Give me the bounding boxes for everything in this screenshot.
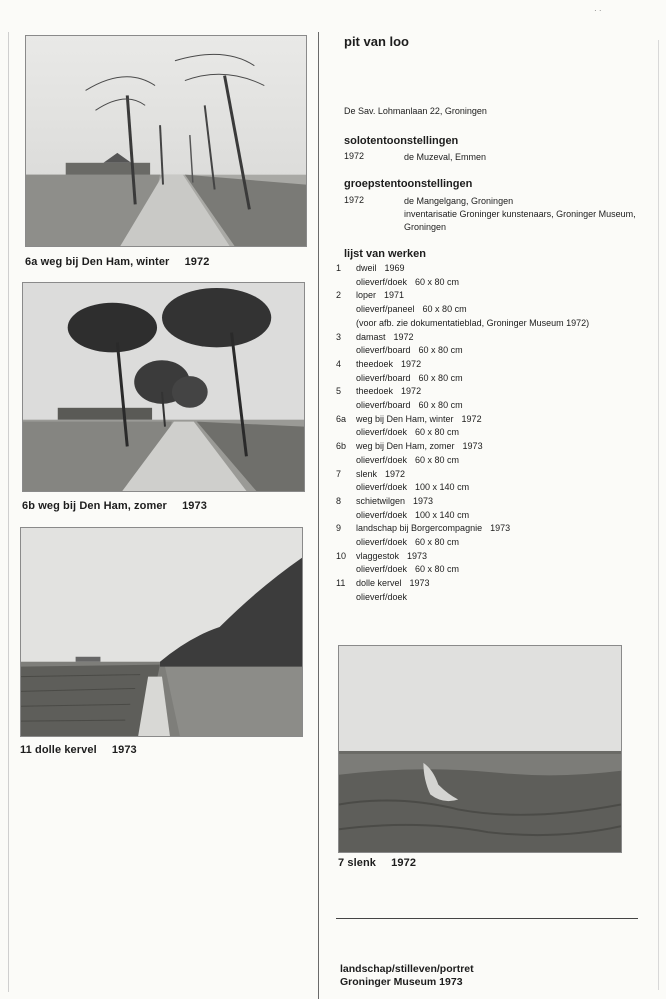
work-title-line (356, 440, 656, 454)
work-medium: olieverf/doek (356, 454, 408, 465)
work-item (336, 413, 656, 440)
exhibition-text: de Muzeval, Emmen (404, 152, 487, 162)
caption-year: 1973 (111, 744, 137, 756)
work-year: 1973 (413, 495, 434, 506)
work-year: 1972 (393, 331, 414, 342)
work-medium-line (356, 536, 656, 550)
caption-title: weg bij Den Ham, zomer (38, 500, 167, 512)
work-number: 4 (336, 358, 342, 369)
column-divider (318, 32, 319, 999)
work-size: 60 x 80 cm (415, 454, 460, 465)
work-size: 100 x 140 cm (415, 482, 470, 493)
bottom-rule (336, 918, 638, 919)
work-year: 1973 (407, 550, 428, 561)
caption-title: dolle kervel (35, 744, 97, 756)
footer (340, 963, 474, 989)
caption-6a (25, 256, 209, 268)
work-title-line (356, 577, 656, 591)
work-medium: olieverf/doek (356, 509, 408, 520)
work-year: 1972 (401, 386, 422, 397)
work-medium: olieverf/board (356, 400, 411, 411)
work-size: 100 x 140 cm (415, 509, 470, 520)
page-edge-right (658, 40, 659, 990)
work-body (356, 577, 656, 604)
exhibition-year: 1972 (344, 195, 365, 205)
work-medium: olieverf/board (356, 372, 411, 383)
work-medium: olieverf/doek (356, 537, 408, 548)
work-title: slenk (356, 468, 378, 479)
work-year: 1972 (385, 468, 406, 479)
work-year: 1972 (461, 413, 482, 424)
footer-line-2: Groninger Museum 1973 (340, 976, 463, 988)
work-body (356, 262, 656, 289)
work-title-line (356, 468, 656, 482)
work-title-line (356, 262, 656, 276)
caption-year: 1972 (184, 256, 210, 268)
work-title: loper (356, 290, 377, 301)
caption-11 (20, 744, 137, 756)
work-item (336, 550, 656, 577)
work-year: 1969 (384, 263, 405, 273)
caption-id: 11 (20, 744, 32, 756)
photo-dolle-kervel (20, 527, 303, 737)
work-medium: olieverf/doek (356, 427, 408, 438)
work-medium: olieverf/doek (356, 276, 408, 287)
work-size: 60 x 80 cm (415, 427, 460, 438)
page-edge-left (8, 32, 9, 992)
photo-slenk (338, 645, 622, 853)
work-size: 60 x 80 cm (415, 276, 460, 287)
caption-7 (338, 857, 416, 869)
work-title-line (356, 495, 656, 509)
work-title: vlaggestok (356, 550, 400, 561)
work-title: landschap bij Borgercompagnie (356, 523, 483, 534)
photo-weg-bij-den-ham-winter (25, 35, 307, 247)
work-title-line (356, 522, 656, 536)
work-size: 60 x 80 cm (418, 372, 463, 383)
work-item (336, 522, 656, 549)
work-medium-line (356, 426, 656, 440)
work-title-line (356, 331, 656, 345)
work-title: theedoek (356, 386, 394, 397)
caption-id: 7 (338, 857, 345, 869)
exhibition-year: 1972 (344, 151, 365, 161)
work-medium: olieverf/doek (356, 591, 408, 602)
work-number: 8 (336, 495, 342, 506)
work-item (336, 440, 656, 467)
artist-address: De Sav. Lohmanlaan 22, Groningen (344, 106, 487, 116)
work-number: 1 (336, 263, 342, 273)
work-medium-line (356, 563, 656, 577)
work-medium-line (356, 303, 656, 317)
caption-year: 1972 (391, 857, 417, 869)
work-medium: olieverf/doek (356, 564, 408, 575)
corner-mark: · · (594, 6, 602, 15)
work-medium: olieverf/doek (356, 482, 408, 493)
work-year: 1971 (384, 290, 405, 301)
work-note: (voor afb. zie dokumentatieblad, Groninger Museum 1972) (356, 317, 590, 328)
work-year: 1973 (409, 578, 430, 589)
work-title: damast (356, 331, 386, 342)
work-size: 60 x 80 cm (422, 304, 467, 315)
work-medium-line (356, 399, 656, 413)
work-year: 1973 (490, 523, 511, 534)
caption-id: 6a (25, 256, 38, 268)
group-exhibitions-title: groepstentoonstellingen (344, 178, 473, 190)
caption-id: 6b (22, 500, 36, 512)
work-number: 10 (336, 550, 347, 561)
work-number: 11 (336, 578, 346, 589)
work-body (356, 358, 656, 385)
work-title-line (356, 358, 656, 372)
work-year: 1972 (401, 358, 422, 369)
work-title: schietwilgen (356, 495, 406, 506)
work-item (336, 495, 656, 522)
solo-exhibitions-title: solotentoonstellingen (344, 135, 459, 147)
work-size: 60 x 80 cm (418, 345, 463, 356)
works-list (336, 262, 656, 605)
work-body (356, 495, 656, 522)
work-number: 6a (336, 413, 347, 424)
work-medium-line (356, 276, 656, 290)
work-item (336, 262, 656, 289)
work-year: 1973 (462, 441, 483, 452)
work-body (356, 550, 656, 577)
work-number: 3 (336, 331, 342, 342)
photo-weg-bij-den-ham-zomer (22, 282, 305, 492)
work-medium-line (356, 372, 656, 386)
work-number: 2 (336, 290, 342, 301)
footer-line-1: landschap/stilleven/portret (340, 963, 474, 975)
work-item (336, 289, 656, 330)
work-title: theedoek (356, 358, 394, 369)
artist-header (344, 34, 654, 49)
work-title-line (356, 385, 656, 399)
work-body (356, 289, 656, 330)
work-medium-line (356, 591, 656, 605)
work-medium-line (356, 509, 656, 523)
exhibition-line: inventarisatie Groninger kunstenaars, Groninger Museum, (404, 209, 636, 219)
work-body (356, 385, 656, 412)
work-item (336, 331, 656, 358)
work-number: 5 (336, 386, 342, 397)
work-number: 6b (336, 441, 347, 452)
work-body (356, 440, 656, 467)
work-item (336, 468, 656, 495)
work-title: weg bij Den Ham, winter (356, 413, 454, 424)
work-number: 7 (336, 468, 342, 479)
exhibition-line: de Mangelgang, Groningen (404, 196, 514, 206)
work-title: weg bij Den Ham, zomer (356, 441, 455, 452)
caption-title: slenk (347, 857, 377, 869)
work-number: 9 (336, 523, 342, 534)
work-size: 60 x 80 cm (415, 564, 460, 575)
work-medium: olieverf/board (356, 345, 411, 356)
caption-title: weg bij Den Ham, winter (40, 256, 170, 268)
exhibition-text-lines (404, 195, 636, 234)
work-item (336, 385, 656, 412)
works-list-title: lijst van werken (344, 248, 426, 260)
work-title-line (356, 413, 656, 427)
work-body (356, 413, 656, 440)
work-body (356, 522, 656, 549)
work-item (336, 577, 656, 604)
work-medium-line (356, 481, 656, 495)
exhibition-line: Groningen (404, 222, 447, 232)
caption-6b (22, 500, 207, 512)
work-title: dolle kervel (356, 578, 402, 589)
caption-year: 1973 (182, 500, 207, 512)
work-medium-line (356, 454, 656, 468)
work-body (356, 468, 656, 495)
work-title-line (356, 289, 656, 303)
work-title: dweil (356, 263, 377, 273)
work-medium-line (356, 344, 656, 358)
work-size: 60 x 80 cm (415, 537, 460, 548)
work-title-line (356, 550, 656, 564)
artist-name: pit van loo (344, 34, 409, 49)
work-medium: olieverf/paneel (356, 304, 415, 315)
work-body (356, 331, 656, 358)
work-size: 60 x 80 cm (418, 400, 463, 411)
work-item (336, 358, 656, 385)
